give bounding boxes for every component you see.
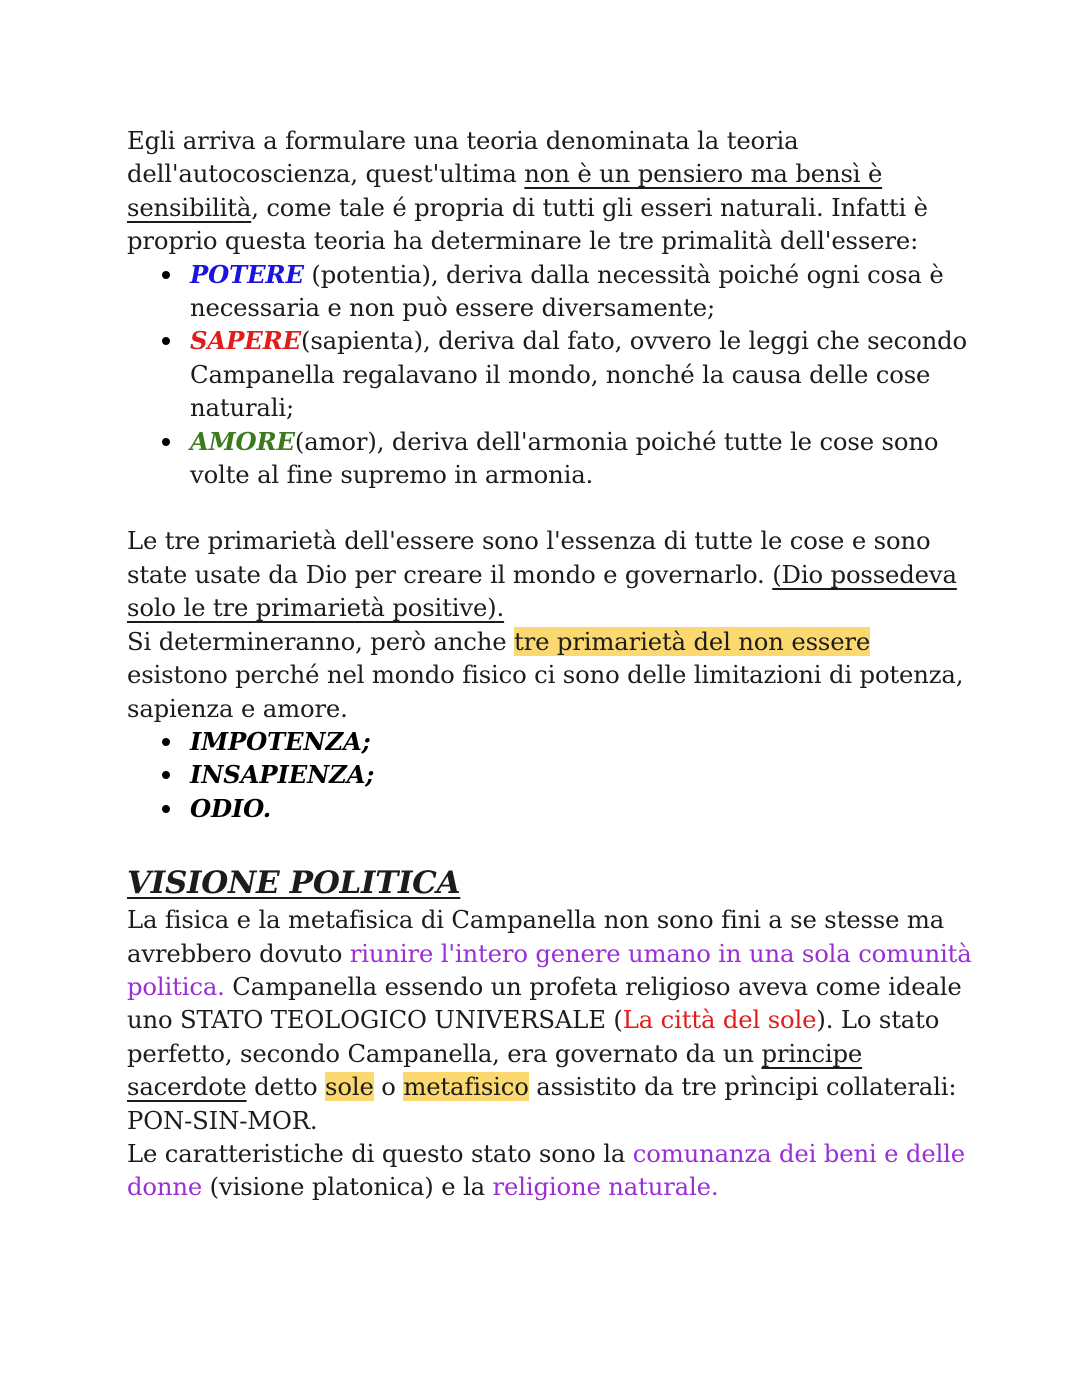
caratteristiche-paragraph — [127, 1137, 977, 1204]
keyword-sapere: SAPERE — [190, 326, 301, 356]
essence-paragraph — [127, 524, 977, 624]
politica-text-3: ). Lo stato perfetto, secondo Campanella, era governato da un — [127, 1005, 940, 1068]
blank-line — [127, 491, 977, 524]
nonessere-text-1: Si determineranno, però anche — [127, 626, 515, 656]
primalities-list — [127, 258, 977, 492]
keyword-potere: POTERE — [190, 259, 304, 289]
politica-underlined: principe sacerdote — [127, 1038, 863, 1102]
negative-impotenza: IMPOTENZA; — [190, 726, 371, 756]
politica-highlight-metafisico: metafisico — [403, 1072, 529, 1102]
section-heading: VISIONE POLITICA — [127, 865, 461, 902]
politica-text-6: assistito da tre prìncipi collaterali: PON-SIN-MOR. — [127, 1072, 957, 1135]
politica-paragraph — [127, 903, 977, 1137]
keyword-amore: AMORE — [190, 426, 295, 456]
essence-underlined: (Dio possedeva solo le tre primarietà positive). — [127, 559, 957, 623]
list-item-insapienza — [127, 758, 977, 791]
caratteristiche-purple-2: religione naturale. — [492, 1172, 719, 1202]
list-item-odio — [127, 792, 977, 825]
intro-paragraph — [127, 124, 977, 258]
intro-text-2: , come tale é propria di tutti gli esseri naturali. Infatti è proprio questa teoria ha determinare le tre primalità dell'essere: — [127, 192, 928, 256]
nonessere-highlight: tre primarietà del non essere — [514, 626, 871, 656]
caratteristiche-text-1: Le caratteristiche di questo stato sono la — [127, 1138, 633, 1168]
politica-red: La città del sole — [622, 1005, 817, 1035]
sapere-text: (sapienta), deriva dal fato, ovvero le leggi che secondo Campanella regalavano il mondo, nonché la causa delle cose naturali; — [190, 326, 967, 423]
list-item-potere — [127, 258, 977, 325]
list-item-impotenza — [127, 725, 977, 758]
nonessere-paragraph — [127, 625, 977, 725]
potere-text: (potentia), deriva dalla necessità poiché ogni cosa è necessaria e non può essere diversamente; — [190, 259, 944, 323]
negative-odio: ODIO. — [190, 793, 272, 823]
list-item-amore — [127, 425, 977, 492]
intro-underlined: non è un pensiero ma bensì è sensibilità — [127, 159, 883, 222]
essence-text: Le tre primarietà dell'essere sono l'essenza di tutte le cose e sono state usate da Dio per creare il mondo e governarlo. — [127, 526, 931, 589]
intro-text-1: Egli arriva a formulare una teoria denominata la teoria dell'autocoscienza, quest'ultima — [127, 126, 799, 189]
list-item-sapere — [127, 324, 977, 424]
caratteristiche-purple-1: comunanza dei beni e delle donne — [127, 1138, 966, 1202]
nonessere-text-2: esistono perché nel mondo fisico ci sono delle limitazioni di potenza, sapienza e amore. — [127, 660, 964, 723]
politica-text-2: Campanella essendo un profeta religioso aveva come ideale uno STATO TEOLOGICO UNIVERSALE ( — [127, 971, 962, 1035]
amore-text: (amor), deriva dell'armonia poiché tutte le cose sono volte al fine supremo in armonia. — [190, 426, 939, 490]
politica-purple: riunire l'intero genere umano in una sola comunità politica. — [127, 938, 972, 1001]
negative-insapienza: INSAPIENZA; — [190, 760, 375, 790]
politica-highlight-sole: sole — [325, 1072, 374, 1102]
politica-text-1: La fisica e la metafisica di Campanella non sono fini a se stesse ma avrebbero dovuto — [127, 905, 945, 968]
document-body — [127, 124, 977, 1204]
politica-text-5: o — [373, 1072, 404, 1102]
politica-text-4: detto — [246, 1072, 326, 1102]
caratteristiche-text-2: (visione platonica) e la — [202, 1172, 493, 1202]
negatives-list — [127, 725, 977, 825]
